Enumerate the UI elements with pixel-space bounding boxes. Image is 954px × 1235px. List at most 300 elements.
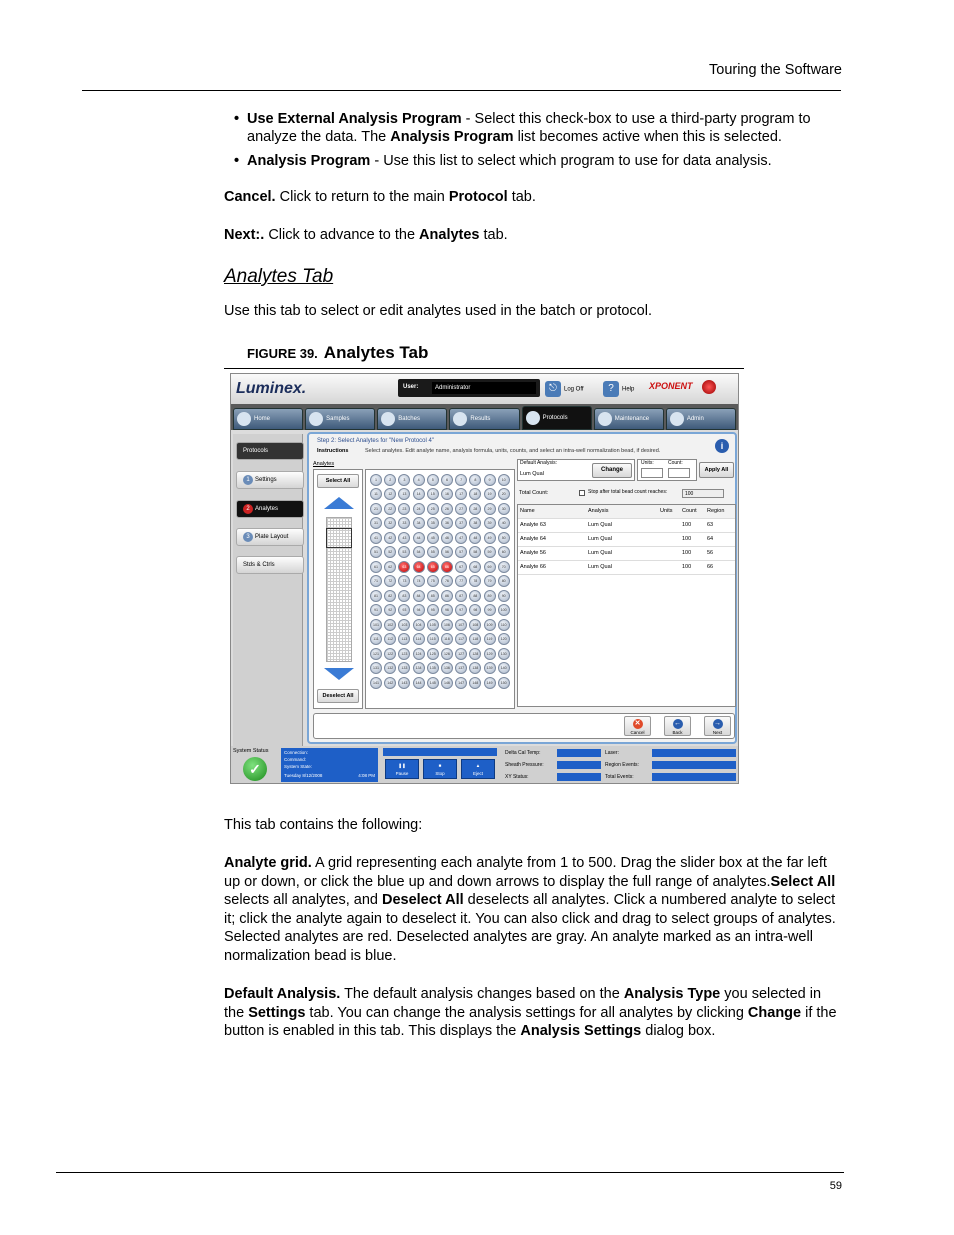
bullet-item bbox=[234, 110, 854, 146]
analyte-button[interactable]: 144 bbox=[413, 677, 425, 689]
cell-count: 100 bbox=[682, 536, 692, 542]
select-all-button[interactable]: Select All bbox=[317, 474, 359, 488]
analyte-button[interactable]: 105 bbox=[427, 619, 439, 631]
analyte-button[interactable]: 79 bbox=[484, 575, 496, 587]
scroll-down-arrow-icon[interactable] bbox=[324, 668, 354, 680]
analyte-button[interactable]: 94 bbox=[413, 604, 425, 616]
analyte-button[interactable]: 78 bbox=[469, 575, 481, 587]
analyte-button[interactable]: 76 bbox=[441, 575, 453, 587]
analyte-button[interactable]: 46 bbox=[441, 532, 453, 544]
batches-icon bbox=[381, 412, 395, 426]
analyte-button[interactable]: 90 bbox=[498, 590, 510, 602]
analyte-button[interactable]: 116 bbox=[441, 633, 453, 645]
cancel-icon: ✕ bbox=[633, 719, 643, 729]
sidebar-item-settings[interactable] bbox=[236, 471, 304, 489]
next-paragraph bbox=[224, 226, 844, 245]
analyte-button[interactable]: 32 bbox=[384, 517, 396, 529]
analyte-button[interactable]: 80 bbox=[498, 575, 510, 587]
stop-button[interactable] bbox=[423, 759, 457, 779]
analyte-button[interactable]: 87 bbox=[455, 590, 467, 602]
term: Default Analysis. bbox=[224, 986, 341, 1002]
analyte-button[interactable]: 20 bbox=[498, 488, 510, 500]
app-top-bar bbox=[231, 374, 738, 404]
step-number: 2 bbox=[243, 504, 253, 514]
term: Next:. bbox=[224, 227, 265, 243]
system-state-label: System State: bbox=[284, 763, 313, 769]
units-input[interactable] bbox=[641, 468, 663, 478]
analyte-button[interactable]: 142 bbox=[384, 677, 396, 689]
analyte-button[interactable]: 77 bbox=[455, 575, 467, 587]
analyte-button[interactable]: 4 bbox=[413, 474, 425, 486]
units-label: Units: bbox=[641, 460, 654, 466]
text: Click to return to the main bbox=[275, 189, 449, 205]
logoff-icon: ⎋ bbox=[545, 381, 561, 397]
bullet-text: - Use this list to select which program to use for data analysis. bbox=[370, 153, 772, 169]
analyte-button[interactable]: 101 bbox=[370, 619, 382, 631]
sidebar-item-analytes[interactable] bbox=[236, 500, 304, 518]
analyte-details bbox=[517, 459, 736, 711]
tab-protocols[interactable] bbox=[522, 406, 592, 430]
analyte-grid-paragraph bbox=[224, 854, 844, 966]
analyte-button[interactable]: 67 bbox=[455, 561, 467, 573]
term: Analysis Type bbox=[623, 986, 721, 1002]
analyte-button[interactable]: 118 bbox=[469, 633, 481, 645]
col-header: Region bbox=[707, 508, 725, 514]
cell-analysis: Lum Qual bbox=[588, 522, 612, 528]
term: Analyte grid. bbox=[224, 855, 312, 871]
apply-all-button[interactable]: Apply All bbox=[699, 462, 734, 478]
analyte-button[interactable]: 8 bbox=[469, 474, 481, 486]
analyte-button[interactable]: 131 bbox=[370, 662, 382, 674]
analyte-button[interactable]: 91 bbox=[370, 604, 382, 616]
analyte-button[interactable]: 145 bbox=[427, 677, 439, 689]
analyte-button[interactable]: 69 bbox=[484, 561, 496, 573]
analyte-button[interactable]: 9 bbox=[484, 474, 496, 486]
col-header: Analysis bbox=[588, 508, 609, 514]
analyte-button[interactable]: 135 bbox=[427, 662, 439, 674]
sidebar-item-label: Analytes bbox=[255, 506, 279, 512]
analyte-button[interactable]: 40 bbox=[498, 517, 510, 529]
analyte-button[interactable]: 30 bbox=[498, 503, 510, 515]
status-time: 4:08 PM bbox=[358, 773, 375, 779]
running-header: Touring the Software bbox=[709, 62, 842, 78]
change-button[interactable]: Change bbox=[592, 463, 632, 478]
analyte-button[interactable]: 119 bbox=[484, 633, 496, 645]
tab-results[interactable] bbox=[449, 408, 519, 430]
analyte-button[interactable]: 89 bbox=[484, 590, 496, 602]
analyte-button[interactable]: 122 bbox=[384, 648, 396, 660]
next-button[interactable] bbox=[704, 716, 731, 736]
analyte-button[interactable]: 143 bbox=[398, 677, 410, 689]
table-row[interactable] bbox=[518, 561, 735, 575]
bullet-text: - Select this check-box to use a third-party program to analyze the data. The bbox=[247, 111, 811, 145]
sidebar-item-label: Plate Layout bbox=[255, 534, 289, 540]
logoff-button[interactable] bbox=[545, 381, 584, 397]
help-icon: ? bbox=[603, 381, 619, 397]
analyte-button[interactable]: 97 bbox=[455, 604, 467, 616]
system-status-bar bbox=[231, 746, 738, 784]
analyte-button[interactable]: 47 bbox=[455, 532, 467, 544]
analytes-panel bbox=[307, 432, 737, 744]
cell-region: 66 bbox=[707, 564, 714, 570]
analyte-button[interactable]: 71 bbox=[370, 575, 382, 587]
analyte-button[interactable]: 92 bbox=[384, 604, 396, 616]
button-label: Eject bbox=[472, 771, 483, 776]
analyte-button[interactable]: 150 bbox=[498, 677, 510, 689]
analyte-button[interactable]: 54 bbox=[413, 546, 425, 558]
analyte-button[interactable]: 37 bbox=[455, 517, 467, 529]
analyte-button[interactable]: 6 bbox=[441, 474, 453, 486]
analyte-button[interactable]: 36 bbox=[441, 517, 453, 529]
analyte-button[interactable]: 140 bbox=[498, 662, 510, 674]
analyte-button[interactable]: 73 bbox=[398, 575, 410, 587]
status-orb-icon bbox=[702, 380, 716, 394]
analyte-button[interactable]: 60 bbox=[498, 546, 510, 558]
analyte-button[interactable]: 148 bbox=[469, 677, 481, 689]
analyte-button[interactable]: 21 bbox=[370, 503, 382, 515]
analyte-button[interactable]: 33 bbox=[398, 517, 410, 529]
bullet-term: Analysis Program bbox=[390, 129, 514, 145]
cell-analysis: Lum Qual bbox=[588, 550, 612, 556]
bullet-list bbox=[234, 110, 854, 176]
analyte-button[interactable]: 68 bbox=[469, 561, 481, 573]
text: you selected in the bbox=[224, 986, 822, 1021]
user-box bbox=[398, 379, 540, 397]
analyte-button[interactable]: 133 bbox=[398, 662, 410, 674]
analyte-button[interactable]: 88 bbox=[469, 590, 481, 602]
tab-label: Samples bbox=[326, 416, 350, 422]
laser-bar bbox=[652, 749, 736, 757]
analyte-button[interactable]: 128 bbox=[469, 648, 481, 660]
deselect-all-button[interactable]: Deselect All bbox=[317, 689, 359, 703]
sidebar-item-plate-layout[interactable] bbox=[236, 528, 304, 546]
term: Protocol bbox=[448, 189, 508, 205]
analyte-button[interactable]: 22 bbox=[384, 503, 396, 515]
analyte-button[interactable]: 108 bbox=[469, 619, 481, 631]
xponent-brand: XPONENT bbox=[649, 381, 693, 391]
step-title: Step 2: Select Analytes for "New Protocol 4" bbox=[317, 438, 434, 444]
analyte-button[interactable]: 121 bbox=[370, 648, 382, 660]
analyte-button[interactable]: 120 bbox=[498, 633, 510, 645]
sidebar-item-protocols[interactable]: Protocols bbox=[236, 442, 304, 460]
scroll-up-arrow-icon[interactable] bbox=[324, 497, 354, 509]
analyte-button[interactable]: 61 bbox=[370, 561, 382, 573]
delta-cal-temp-label: Delta Cal Temp: bbox=[505, 750, 541, 756]
eject-button[interactable] bbox=[461, 759, 495, 779]
analyte-button[interactable]: 66 bbox=[441, 561, 453, 573]
button-label: Stop bbox=[435, 771, 445, 776]
analyte-button[interactable]: 23 bbox=[398, 503, 410, 515]
analyte-button[interactable]: 112 bbox=[384, 633, 396, 645]
analyte-button[interactable]: 109 bbox=[484, 619, 496, 631]
tab-label: Admin bbox=[686, 416, 704, 422]
analyte-button[interactable]: 51 bbox=[370, 546, 382, 558]
analyte-button[interactable]: 124 bbox=[413, 648, 425, 660]
stop-count-checkbox[interactable] bbox=[579, 490, 585, 496]
analyte-button[interactable]: 49 bbox=[484, 532, 496, 544]
analyte-button[interactable]: 104 bbox=[413, 619, 425, 631]
analyte-button[interactable]: 95 bbox=[427, 604, 439, 616]
analyte-button[interactable]: 107 bbox=[455, 619, 467, 631]
instructions-text: Select analytes. Edit analyte name, analysis formula, units, counts, and select an intra-well normalization bead, if desired. bbox=[365, 448, 661, 454]
cell-region: 56 bbox=[707, 550, 714, 556]
analyte-button[interactable]: 138 bbox=[469, 662, 481, 674]
step-number: 3 bbox=[243, 532, 253, 542]
analyte-button[interactable]: 10 bbox=[498, 474, 510, 486]
analyte-button[interactable]: 126 bbox=[441, 648, 453, 660]
table-row[interactable] bbox=[518, 547, 735, 561]
bullet-term: Use External Analysis Program bbox=[247, 111, 462, 127]
analyte-button[interactable]: 74 bbox=[413, 575, 425, 587]
analyte-button[interactable]: 18 bbox=[469, 488, 481, 500]
tab-label: Protocols bbox=[542, 415, 568, 421]
analyte-button[interactable]: 38 bbox=[469, 517, 481, 529]
maintenance-icon bbox=[598, 412, 612, 426]
analyte-button[interactable]: 62 bbox=[384, 561, 396, 573]
analyte-button[interactable]: 14 bbox=[413, 488, 425, 500]
cancel-button[interactable] bbox=[624, 716, 651, 736]
analyte-button[interactable]: 103 bbox=[398, 619, 410, 631]
header-rule bbox=[82, 90, 841, 91]
cell-analysis: Lum Qual bbox=[588, 564, 612, 570]
stop-count-input[interactable]: 100 bbox=[682, 489, 724, 498]
analyte-button[interactable]: 141 bbox=[370, 677, 382, 689]
analyte-button[interactable]: 123 bbox=[398, 648, 410, 660]
tab-label: Results bbox=[470, 416, 491, 422]
analyte-button[interactable]: 5 bbox=[427, 474, 439, 486]
total-events-label: Total Events: bbox=[605, 774, 634, 780]
analyte-button[interactable]: 147 bbox=[455, 677, 467, 689]
back-arrow-icon: ← bbox=[674, 720, 681, 727]
analyte-button[interactable]: 19 bbox=[484, 488, 496, 500]
analyte-button[interactable]: 57 bbox=[455, 546, 467, 558]
system-status-label: System Status bbox=[233, 748, 269, 754]
analyte-button[interactable]: 59 bbox=[484, 546, 496, 558]
bullet-dot: • bbox=[234, 111, 240, 127]
main-tab-bar bbox=[231, 404, 738, 430]
analyte-button[interactable]: 137 bbox=[455, 662, 467, 674]
protocol-sidebar bbox=[233, 434, 303, 746]
analyte-button[interactable]: 99 bbox=[484, 604, 496, 616]
analyte-button[interactable]: 63 bbox=[398, 561, 410, 573]
analyte-button[interactable]: 130 bbox=[498, 648, 510, 660]
term: Analytes bbox=[419, 227, 480, 243]
help-button[interactable] bbox=[603, 381, 634, 397]
user-label: User: bbox=[403, 384, 419, 390]
analyte-button[interactable]: 132 bbox=[384, 662, 396, 674]
analyte-button[interactable]: 114 bbox=[413, 633, 425, 645]
analyte-button[interactable]: 93 bbox=[398, 604, 410, 616]
text: tab. bbox=[507, 189, 536, 205]
analyte-button[interactable]: 29 bbox=[484, 503, 496, 515]
cell-name: Analyte 63 bbox=[520, 522, 546, 528]
units-count-box bbox=[637, 459, 697, 481]
cell-region: 64 bbox=[707, 536, 714, 542]
xy-status-label: XY Status: bbox=[505, 774, 529, 780]
progress-bar bbox=[383, 748, 497, 756]
analyte-button[interactable]: 75 bbox=[427, 575, 439, 587]
analyte-button[interactable]: 43 bbox=[398, 532, 410, 544]
analyte-button[interactable]: 2 bbox=[384, 474, 396, 486]
next-arrow-icon: → bbox=[714, 720, 721, 727]
instructions-label: Instructions bbox=[317, 448, 349, 454]
analyte-button[interactable]: 11 bbox=[370, 488, 382, 500]
info-icon[interactable]: i bbox=[715, 439, 729, 453]
figure-label: FIGURE 39. bbox=[247, 346, 318, 361]
analyte-button[interactable]: 3 bbox=[398, 474, 410, 486]
analyte-button[interactable]: 110 bbox=[498, 619, 510, 631]
analyte-button[interactable]: 26 bbox=[441, 503, 453, 515]
analyte-button[interactable]: 41 bbox=[370, 532, 382, 544]
xy-status-bar bbox=[557, 773, 601, 781]
analyte-button[interactable]: 96 bbox=[441, 604, 453, 616]
count-input[interactable] bbox=[668, 468, 690, 478]
analyte-button[interactable]: 7 bbox=[455, 474, 467, 486]
default-analysis-paragraph bbox=[224, 985, 844, 1041]
tab-home[interactable] bbox=[233, 408, 303, 430]
analyte-button[interactable]: 42 bbox=[384, 532, 396, 544]
term: Analysis Settings bbox=[520, 1023, 642, 1040]
analyte-button[interactable]: 139 bbox=[484, 662, 496, 674]
analyte-button[interactable]: 45 bbox=[427, 532, 439, 544]
section-intro: Use this tab to select or edit analytes used in the batch or protocol. bbox=[224, 303, 652, 319]
table-header bbox=[518, 505, 735, 519]
page-number: 59 bbox=[829, 1180, 842, 1192]
default-analysis-value: Lum Qual bbox=[520, 471, 544, 477]
text: tab. bbox=[479, 227, 508, 243]
home-icon bbox=[237, 412, 251, 426]
status-date: Tuesday 8/12/2008 bbox=[284, 773, 323, 779]
analyte-button[interactable]: 15 bbox=[427, 488, 439, 500]
tab-samples[interactable] bbox=[305, 408, 375, 430]
analyte-button[interactable]: 136 bbox=[441, 662, 453, 674]
bullet-dot: • bbox=[234, 153, 240, 169]
analyte-button[interactable]: 34 bbox=[413, 517, 425, 529]
cell-name: Analyte 56 bbox=[520, 550, 546, 556]
tab-label: Maintenance bbox=[614, 416, 650, 422]
analyte-button[interactable]: 86 bbox=[441, 590, 453, 602]
analyte-button[interactable]: 134 bbox=[413, 662, 425, 674]
text: Click to advance to the bbox=[264, 227, 420, 243]
analyte-button[interactable]: 83 bbox=[398, 590, 410, 602]
sidebar-item-label: Settings bbox=[255, 477, 277, 483]
analyte-button[interactable]: 113 bbox=[398, 633, 410, 645]
step-number: 1 bbox=[243, 475, 253, 485]
analyte-button[interactable]: 35 bbox=[427, 517, 439, 529]
help-label: Help bbox=[622, 386, 635, 393]
text: if the button is enabled in this tab. This displays the bbox=[224, 1004, 837, 1040]
analyte-button[interactable]: 13 bbox=[398, 488, 410, 500]
laser-label: Laser: bbox=[605, 750, 619, 756]
analyte-button[interactable]: 115 bbox=[427, 633, 439, 645]
pause-button[interactable] bbox=[385, 759, 419, 779]
analyte-button[interactable]: 106 bbox=[441, 619, 453, 631]
analyte-button[interactable]: 56 bbox=[441, 546, 453, 558]
analyte-button[interactable]: 127 bbox=[455, 648, 467, 660]
pause-icon: ❚❚ bbox=[398, 763, 406, 768]
command-label: Command: bbox=[284, 756, 307, 762]
delta-cal-temp-bar bbox=[557, 749, 601, 757]
term: Change bbox=[747, 1004, 802, 1021]
analyte-button[interactable]: 48 bbox=[469, 532, 481, 544]
analyte-button[interactable]: 16 bbox=[441, 488, 453, 500]
analyte-button[interactable]: 146 bbox=[441, 677, 453, 689]
back-button[interactable] bbox=[664, 716, 691, 736]
analyte-button[interactable]: 31 bbox=[370, 517, 382, 529]
analyte-button[interactable]: 129 bbox=[484, 648, 496, 660]
sheath-pressure-label: Sheath Pressure: bbox=[505, 762, 544, 768]
tab-label: Home bbox=[254, 416, 271, 422]
analyte-button[interactable]: 28 bbox=[469, 503, 481, 515]
analyte-button[interactable]: 125 bbox=[427, 648, 439, 660]
tab-admin[interactable] bbox=[666, 408, 736, 430]
footer-rule bbox=[56, 1172, 844, 1173]
eject-icon: ▲ bbox=[475, 763, 481, 768]
analyte-button[interactable]: 64 bbox=[413, 561, 425, 573]
analyte-button[interactable]: 12 bbox=[384, 488, 396, 500]
analyte-button[interactable]: 98 bbox=[469, 604, 481, 616]
analyte-grid bbox=[365, 469, 515, 709]
bullet-item bbox=[234, 152, 854, 170]
analyte-button[interactable]: 1 bbox=[370, 474, 382, 486]
table-row[interactable] bbox=[518, 533, 735, 547]
analyte-button[interactable]: 52 bbox=[384, 546, 396, 558]
analyte-button[interactable]: 27 bbox=[455, 503, 467, 515]
analyte-button[interactable]: 55 bbox=[427, 546, 439, 558]
table-row[interactable] bbox=[518, 519, 735, 533]
contains-text: This tab contains the following: bbox=[224, 817, 423, 833]
analyte-button[interactable]: 85 bbox=[427, 590, 439, 602]
analyte-button[interactable]: 149 bbox=[484, 677, 496, 689]
analyte-button[interactable]: 117 bbox=[455, 633, 467, 645]
analytes-tab-screenshot bbox=[230, 373, 739, 784]
analyte-button[interactable]: 65 bbox=[427, 561, 439, 573]
analyte-button[interactable]: 25 bbox=[427, 503, 439, 515]
logoff-label: Log Off bbox=[564, 386, 584, 393]
protocols-icon bbox=[526, 411, 540, 425]
analyte-button[interactable]: 39 bbox=[484, 517, 496, 529]
slider-box[interactable] bbox=[326, 528, 352, 548]
analyte-button[interactable]: 17 bbox=[455, 488, 467, 500]
analyte-button[interactable]: 81 bbox=[370, 590, 382, 602]
bullet-text: list becomes active when this is selected. bbox=[513, 129, 782, 145]
analyte-button[interactable]: 58 bbox=[469, 546, 481, 558]
cell-count: 100 bbox=[682, 564, 692, 570]
user-field[interactable]: Administrator bbox=[432, 382, 536, 394]
figure-caption bbox=[247, 343, 428, 363]
figure-title: Analytes Tab bbox=[323, 343, 429, 362]
section-title: Analytes Tab bbox=[224, 266, 334, 287]
region-events-label: Region Events: bbox=[605, 762, 639, 768]
analyte-button[interactable]: 24 bbox=[413, 503, 425, 515]
bullet-term: Analysis Program bbox=[247, 153, 371, 169]
cell-name: Analyte 66 bbox=[520, 564, 546, 570]
analyte-button[interactable]: 111 bbox=[370, 633, 382, 645]
analyte-button[interactable]: 53 bbox=[398, 546, 410, 558]
analyte-button[interactable]: 70 bbox=[498, 561, 510, 573]
analyte-button[interactable]: 100 bbox=[498, 604, 510, 616]
tab-maintenance[interactable] bbox=[594, 408, 664, 430]
analyte-button[interactable]: 44 bbox=[413, 532, 425, 544]
analyte-button[interactable]: 72 bbox=[384, 575, 396, 587]
tab-batches[interactable] bbox=[377, 408, 447, 430]
analyte-button[interactable]: 102 bbox=[384, 619, 396, 631]
analyte-button[interactable]: 82 bbox=[384, 590, 396, 602]
admin-icon bbox=[670, 412, 684, 426]
analyte-button[interactable]: 84 bbox=[413, 590, 425, 602]
analyte-button[interactable]: 50 bbox=[498, 532, 510, 544]
sidebar-item-stds-ctrls[interactable]: Stds & Ctrls bbox=[236, 556, 304, 574]
